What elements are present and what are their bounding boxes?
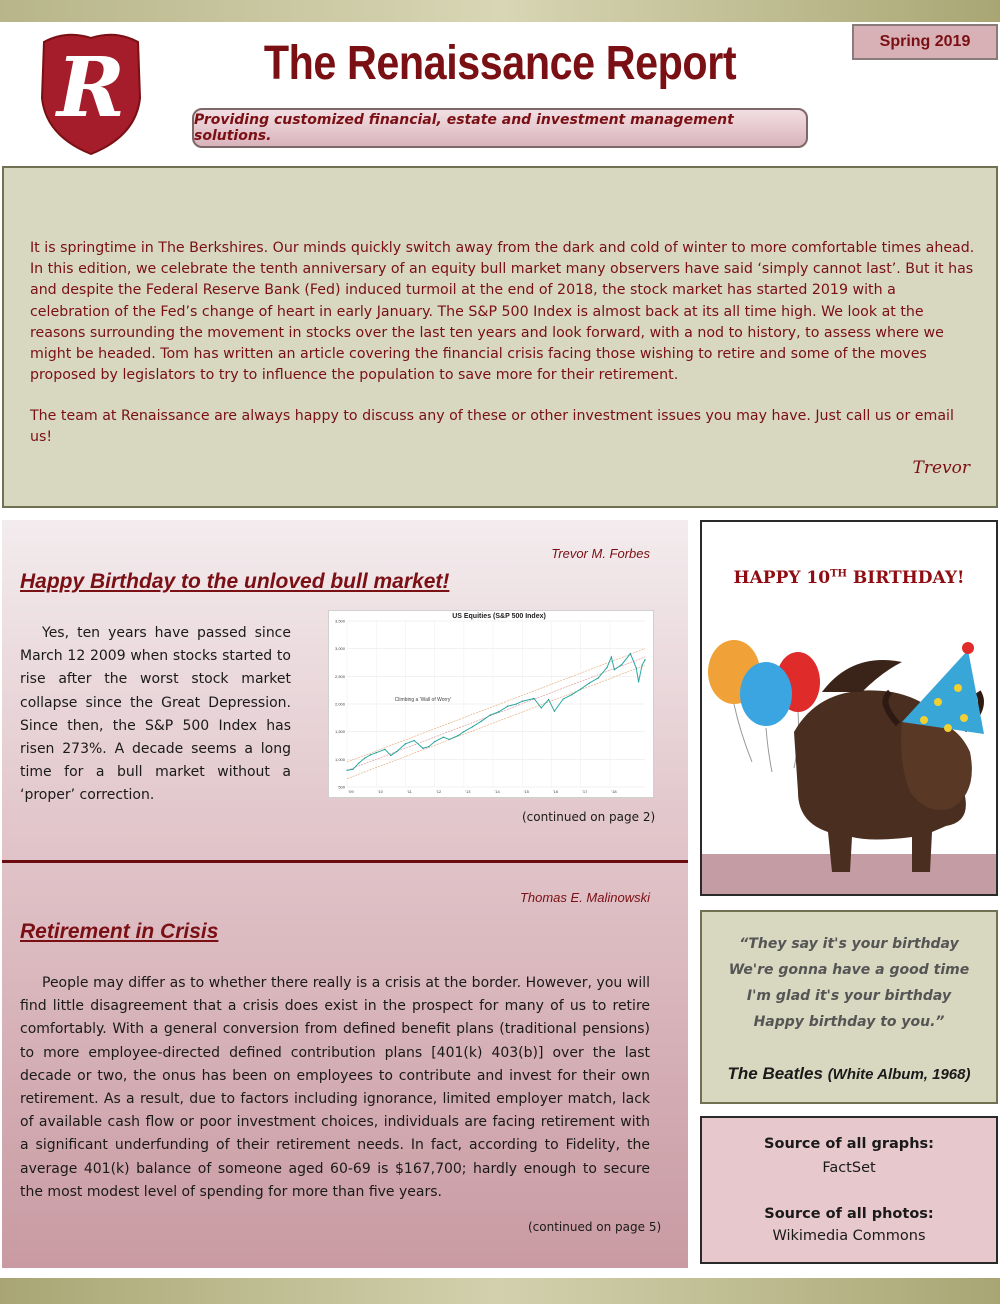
chart-data-point xyxy=(541,707,542,708)
article1-author: Trevor M. Forbes xyxy=(551,546,650,561)
chart-data-point xyxy=(457,735,458,736)
chart-x-tick-label: '12 xyxy=(436,789,442,794)
chart-x-tick-label: '16 xyxy=(552,789,559,794)
chart-y-tick-label: 2,000 xyxy=(334,701,345,707)
chart-x-tick-label: '18 xyxy=(611,789,617,794)
birthday-image-box xyxy=(700,520,998,896)
chart-data-point xyxy=(364,758,365,759)
bottom-decorative-bar xyxy=(0,1278,1000,1304)
chart-data-point xyxy=(384,749,385,750)
chart-data-point xyxy=(641,665,642,666)
bull-with-balloons-icon xyxy=(702,632,996,894)
chart-data-point xyxy=(490,714,491,715)
chart-data-point xyxy=(614,669,615,670)
chart-data-point xyxy=(507,706,508,707)
chart-x-tick-label: '11 xyxy=(406,789,412,794)
chart-data-point xyxy=(376,752,377,753)
edition-badge: Spring 2019 xyxy=(852,24,998,60)
chart-data-point xyxy=(472,726,473,727)
chart-y-tick-label: 3,500 xyxy=(334,618,345,624)
chart-trend-channel xyxy=(347,665,645,778)
chart-y-tick-label: 3,000 xyxy=(334,646,345,652)
chart-x-tick-label: '17 xyxy=(582,789,588,794)
chart-data-point xyxy=(611,656,612,657)
article2-body: People may differ as to whether there really is a crisis at the border. However, you will find little disagreement that a crisis does exist in the prospect for many of us to retire comfortably. With a general conversion from defined benefit plans (traditional pensions) to more employee-directed defined contribution plans [401(k) 403(b)] over the last decade or two, the onus has been on employees to contribute and invest for their own retirement. As a result, due to factors including ignorance, limited employer match, lack of available cash flow or poor investment choices, individuals are facing retirement with a significant underfunding of their retirement needs. In fact, according to Fidelity, the average 401(k) balance of someone aged 60-69 is $167,700; hardly enough to secure the most modest level of spending for more than five years. xyxy=(20,975,650,1200)
chart-data-point xyxy=(621,664,622,665)
sources-box xyxy=(700,1116,998,1264)
birthday-heading-end: BIRTHDAY! xyxy=(846,568,965,588)
birthday-heading xyxy=(702,568,996,588)
chart-y-tick-label: 1,500 xyxy=(334,729,345,735)
chart-data-point xyxy=(598,677,599,678)
chart-data-point xyxy=(548,699,549,700)
logo-letter: R xyxy=(56,40,126,136)
graphs-source-value: FactSet xyxy=(822,1160,876,1176)
birthday-heading-sup: TH xyxy=(830,568,847,580)
chart-data-point xyxy=(463,731,464,732)
chart-data-point xyxy=(390,755,391,756)
chart-x-tick-label: '13 xyxy=(465,789,471,794)
chart-data-point xyxy=(358,763,359,764)
chart-data-point xyxy=(606,667,607,668)
chart-data-point xyxy=(405,743,406,744)
party-hat-icon xyxy=(902,650,984,734)
article2-title[interactable]: Retirement in Crisis xyxy=(20,920,219,943)
article-divider xyxy=(2,860,688,863)
chart-data-point xyxy=(498,711,499,712)
chart-data-point xyxy=(414,740,415,741)
quote-band: The Beatles xyxy=(727,1064,823,1083)
chart-x-tick-label: '14 xyxy=(494,789,500,794)
quote-attribution xyxy=(702,1064,996,1084)
chart-data-point xyxy=(571,694,572,695)
chart-data-point xyxy=(422,748,423,749)
chart-x-tick-label: '15 xyxy=(523,789,529,794)
chart-x-tick-label: '09 xyxy=(348,789,354,794)
quote-line-3: I'm glad it's your birthday xyxy=(746,988,952,1004)
chart-annotation: Climbing a 'Wall of Worry' xyxy=(394,697,452,703)
article1-continued: (continued on page 2) xyxy=(522,810,656,824)
chart-data-point xyxy=(346,770,347,771)
article1-body: Yes, ten years have passed since March 12 2009 when stocks started to rise after the worst stock market collapse since the Great Depression. Since then, the S&P 500 Index has risen 273%. A decade seems a long time for a bull market without a ‘proper’ correction. xyxy=(20,625,291,804)
chart-data-point xyxy=(563,698,564,699)
chart-data-point xyxy=(580,688,581,689)
chart-data-point xyxy=(434,741,435,742)
chart-data-point xyxy=(396,751,397,752)
sp500-chart xyxy=(328,610,654,798)
intro-paragraph-2: The team at Renaissance are always happy to discuss any of these or other investment issues you may have. Just call us or email us! xyxy=(30,408,954,446)
chart-data-point xyxy=(636,667,637,668)
logo-shield xyxy=(36,28,146,156)
photos-source-label: Source of all photos: xyxy=(764,1206,934,1222)
quote-line-4: Happy birthday to you.” xyxy=(753,1014,945,1030)
sp500-chart-svg xyxy=(329,611,653,797)
chart-y-tick-label: 2,500 xyxy=(334,673,345,679)
chart-data-point xyxy=(554,711,555,712)
photos-source-value: Wikimedia Commons xyxy=(772,1228,926,1244)
quote-album: (White Album, 1968) xyxy=(827,1066,971,1083)
blue-balloon-icon xyxy=(740,662,792,726)
chart-data-point xyxy=(370,754,371,755)
chart-data-point xyxy=(589,682,590,683)
chart-data-point xyxy=(644,659,645,660)
chart-data-point xyxy=(533,698,534,699)
chart-y-tick-label: 500 xyxy=(338,784,345,790)
article2-continued: (continued on page 5) xyxy=(528,1220,662,1234)
chart-data-point xyxy=(443,737,444,738)
intro-panel xyxy=(2,166,998,508)
chart-trend-channel xyxy=(347,657,645,770)
birthday-heading-main: HAPPY 10 xyxy=(733,568,831,588)
chart-trend-channel xyxy=(347,649,645,762)
chart-title: US Equities (S&P 500 Index) xyxy=(452,613,546,620)
chart-x-tick-label: '10 xyxy=(377,789,383,794)
sp500-series-line xyxy=(347,654,645,771)
article2-author: Thomas E. Malinowski xyxy=(519,890,650,905)
page-title: The Renaissance Report xyxy=(263,37,737,90)
tagline: Providing customized financial, estate and investment management solutions. xyxy=(192,108,808,148)
chart-y-tick-label: 1,000 xyxy=(334,756,345,762)
article1-title[interactable]: Happy Birthday to the unloved bull market! xyxy=(20,570,450,593)
top-decorative-bar xyxy=(0,0,1000,22)
chart-data-point xyxy=(522,701,523,702)
intro-paragraph-1: It is springtime in The Berkshires. Our minds quickly switch away from the dark and cold of winter to more comfortable times ahead. In this edition, we celebrate the tenth anniversary of an equity bull market many observers have said ‘simply cannot last’. But it has and despite the Federal Reserve Bank (Fed) induced turmoil at the end of 2018, the stock market has started 2019 with a celebration of the Fed’s change of heart in early January. The S&P 500 Index is almost back at its all time high. We look at the reasons surrounding the movement in stocks over the last ten years and look forward, with a nod to history, to assess where we might be headed. Tom has written an article covering the financial crisis facing those wishing to retire and some of the moves proposed by legislators to try to influence the population to save more for their retirement. xyxy=(30,240,975,384)
quote-line-1: “They say it's your birthday xyxy=(739,936,959,952)
chart-data-point xyxy=(428,746,429,747)
chart-data-point xyxy=(638,681,639,682)
intro-signature: Trevor xyxy=(912,458,970,478)
chart-data-point xyxy=(481,721,482,722)
chart-data-point xyxy=(516,703,517,704)
beatles-quote-box xyxy=(700,910,998,1104)
chart-data-point xyxy=(449,739,450,740)
quote-line-2: We're gonna have a good time xyxy=(728,962,970,978)
graphs-source-label: Source of all graphs: xyxy=(764,1136,934,1152)
chart-data-point xyxy=(630,653,631,654)
chart-data-point xyxy=(352,769,353,770)
